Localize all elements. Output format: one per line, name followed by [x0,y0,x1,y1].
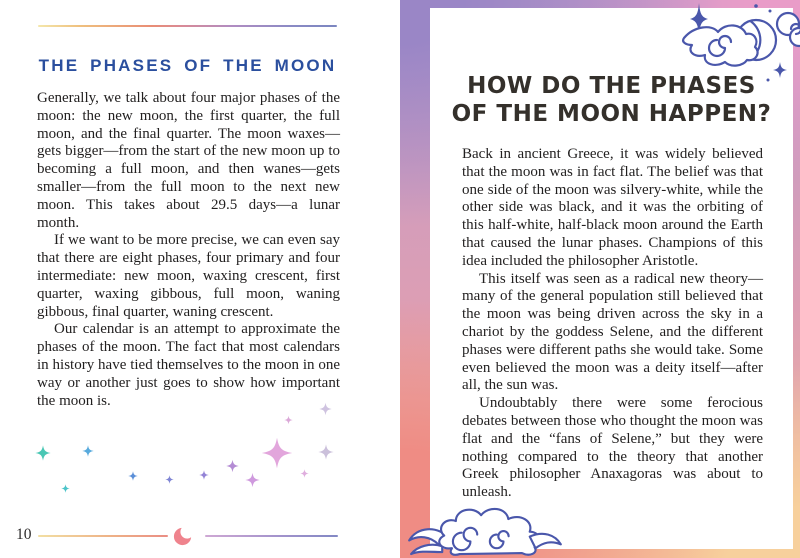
sparkle-star-icon [226,459,239,473]
page-footer [0,524,400,552]
cloud-tail [411,545,442,554]
footer-rule-left [38,535,168,537]
diamond-sparkle-icon [773,62,787,78]
paragraph: Our calendar is an attempt to approximate the phases of the moon. The fact that most calendars in history have tied themselves to the moon in one way or another just goes to show how important the moon is. [37,321,340,409]
page-number: 10 [16,526,32,543]
left-body-text [37,90,340,410]
cloud-tail [530,534,561,548]
sparkle-star-icon [261,431,293,475]
sparkle-star-icon [165,475,174,484]
sparkle-star-icon [199,470,209,480]
dot [767,79,770,82]
paragraph: Undoubtably there were some ferocious debates between those who thought the moon was flat and the “fans of Selene,” but they were nothing compared to the theory that another Greek philosopher Anaxagoras was about to unleash. [462,395,763,501]
sparkle-star-icon [318,443,334,461]
paragraph: Back in ancient Greece, it was widely believed that the moon was in fact flat. The belief was that one side of the moon was silvery-white, while the other side was black, and it was the orbiting of this half-white, half-black moon around the Earth that caused the lunar phases. Champions of this idea included the philosopher Aristotle. [462,146,763,269]
cloud-body [439,509,539,555]
sparkle-star-icon [61,484,70,493]
cloud-puff [790,28,800,46]
sparkle-star-icon [300,469,309,478]
sparkle-star-icon [128,471,138,481]
gradient-rule-top [38,25,337,27]
paragraph: Generally, we talk about four major phases of the moon: the new moon, the first quarter, the full moon, and the final quarter. The moon waxes—gets bigger—from the start of the new moon up to becoming a full moon, and then wanes—gets smaller—from the full moon to the next new moon. This takes about 29.5 days—a lunar month. [37,90,340,231]
footer-rule-right [205,535,338,537]
cloud-moon-icon [660,0,800,95]
crescent-moon-icon [171,525,194,548]
sparkle-star-icon [284,415,293,425]
section-title-line1: HOW DO THE PHASES [467,73,756,99]
sparkle-star-icon [245,472,260,488]
section-title-line2: OF THE MOON HAPPEN? [451,101,772,127]
swirl-cloud-icon [406,486,564,556]
sparkle-star-icon [35,445,51,461]
right-page [400,0,800,558]
paragraph: This itself was seen as a radical new theory—many of the general population still believed that the moon was being driven across the sky in a chariot by the goddess Selene, and the different phases were different paths she would take. Some even believed the moon was a deity itself—after all, the sun was. [462,270,763,394]
dot [769,10,772,13]
chapter-title: THE PHASES OF THE MOON [38,56,337,75]
right-body-text [462,146,763,502]
dot [754,4,758,8]
paragraph: If we want to be more precise, we can even say that there are eight phases, four primary and four intermediate: new moon, waxing crescent, first quarter, waxing gibbous, full moon, waning gibbous, final quarter, waning crescent. [37,232,340,320]
sparkle-star-icon [82,445,94,457]
